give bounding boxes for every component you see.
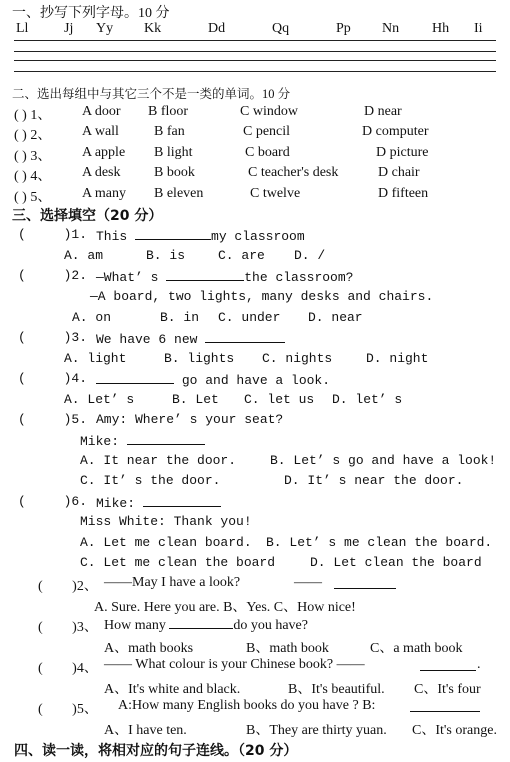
letter-pair: Ii <box>474 21 483 36</box>
option-a: A. Let’ s <box>64 392 135 407</box>
question-post: go and have a look. <box>181 373 331 388</box>
question-pre: This <box>96 229 128 244</box>
option-c: C. nights <box>262 351 333 366</box>
option-b: B eleven <box>154 186 204 201</box>
letter-pair: Pp <box>336 21 351 36</box>
letter-pair: Qq <box>272 21 290 36</box>
answer-blank[interactable] <box>420 658 476 671</box>
option-a: A. on <box>72 310 112 325</box>
question-text: Amy: Where’ s your seat? <box>96 412 284 427</box>
option-b: B. Let’ s go and have a look! <box>270 453 497 468</box>
letter-pair: Jj <box>64 21 74 36</box>
question-text <box>96 494 221 511</box>
option-a: A apple <box>82 145 126 160</box>
writing-line <box>14 51 496 52</box>
option-d: D. night <box>366 351 429 366</box>
section4-title: 四、读一读，将相对应的句子连线。（20 分） <box>14 743 298 759</box>
question-post: the classroom? <box>244 270 354 285</box>
option-c: C twelve <box>250 186 301 201</box>
answer-blank[interactable] <box>143 494 221 507</box>
option-b: B fan <box>154 124 185 139</box>
writing-line <box>14 40 496 41</box>
option-a: A door <box>82 104 121 119</box>
option-b: B. Let’ s me clean the board. <box>266 535 493 550</box>
options-line: A. Sure. Here you are. B、Yes. C、How nice! <box>94 600 356 615</box>
question-number: ( )4、 <box>38 661 98 676</box>
option-a: A、math books <box>104 641 194 656</box>
option-c: C、It's four <box>414 682 481 697</box>
letter-pair: Kk <box>144 21 162 36</box>
question-number: ( )6. <box>18 494 88 509</box>
letter-pair: Ll <box>16 21 29 36</box>
letter-pair: Nn <box>382 21 400 36</box>
answer-blank[interactable] <box>205 330 285 343</box>
option-c: C. under <box>218 310 281 325</box>
answer-blank[interactable] <box>334 576 396 589</box>
question-text <box>96 268 353 285</box>
question-number: ( ) 4、 <box>14 169 52 184</box>
option-c: C. let us <box>244 392 315 407</box>
option-d: D fifteen <box>378 186 429 201</box>
dialogue-line <box>80 432 205 449</box>
letter-pair: Yy <box>96 21 114 36</box>
question-text <box>96 330 285 347</box>
question-number: ( )5. <box>18 412 88 427</box>
question-pre: We have 6 new <box>96 332 198 347</box>
option-a: A、It's white and black. <box>104 682 241 697</box>
question-number: ( )3. <box>18 330 88 345</box>
option-d: D near <box>364 104 402 119</box>
option-d: D. near <box>308 310 363 325</box>
option-a: A、I have ten. <box>104 723 187 738</box>
question-number: ( ) 3、 <box>14 149 52 164</box>
option-a: A desk <box>82 165 121 180</box>
option-a: A. It near the door. <box>80 453 237 468</box>
writing-line <box>14 60 496 61</box>
option-a: A. am <box>64 248 104 263</box>
question-number: ( ) 5、 <box>14 190 52 205</box>
answer-blank[interactable] <box>410 699 480 712</box>
option-b: B、math book <box>246 641 329 656</box>
question-text <box>104 616 308 634</box>
answer-blank[interactable] <box>96 371 174 384</box>
section3-title: 三、选择填空（20 分） <box>12 208 163 224</box>
option-a: A. light <box>64 351 127 366</box>
section2-title: 二、选出每组中与其它三个不是一类的单词。10 分 <box>12 87 291 101</box>
question-pre: —What’ s <box>96 270 159 285</box>
option-c: C. are <box>218 248 265 263</box>
dialogue-line: Miss White: Thank you! <box>80 514 252 529</box>
question-number: ( )1. <box>18 227 88 242</box>
question-text <box>96 227 305 244</box>
option-d: D picture <box>376 145 429 160</box>
question-number: ( ) 2、 <box>14 128 52 143</box>
question-text <box>96 371 330 388</box>
option-d: D computer <box>362 124 429 139</box>
question-number: ( ) 1、 <box>14 108 52 123</box>
option-c: C. It’ s the door. <box>80 473 221 488</box>
question-text: ——May I have a look? <box>104 575 241 590</box>
option-d: D. Let clean the board <box>310 555 482 570</box>
option-b: B. lights <box>164 351 235 366</box>
question-number: ( )5、 <box>38 702 98 717</box>
option-d: D. It’ s near the door. <box>284 473 464 488</box>
question-end: . <box>477 657 481 672</box>
speaker-label: Mike: <box>96 496 136 511</box>
option-a: A wall <box>82 124 119 139</box>
option-b: B. Let <box>172 392 219 407</box>
option-b: B floor <box>148 104 189 119</box>
answer-blank[interactable] <box>135 227 211 240</box>
option-c: C pencil <box>243 124 291 139</box>
option-c: C、It's orange. <box>412 723 497 738</box>
writing-line <box>14 71 496 72</box>
question-text: —— What colour is your Chinese book? —— <box>104 657 365 672</box>
option-b: B. is <box>146 248 186 263</box>
option-b: B、They are thirty yuan. <box>246 723 387 738</box>
answer-dash: —— <box>294 575 322 590</box>
option-d: D. let’ s <box>332 392 403 407</box>
option-b: B. in <box>160 310 200 325</box>
option-c: C. Let me clean the board <box>80 555 276 570</box>
letter-pair: Hh <box>432 21 450 36</box>
option-c: C、a math book <box>370 641 463 656</box>
question-number: ( )3、 <box>38 620 98 635</box>
question-pre: How many <box>104 618 166 633</box>
option-b: B book <box>154 165 195 180</box>
option-d: D chair <box>378 165 420 180</box>
question-post: my classroom <box>211 229 305 244</box>
section1-title: 一、抄写下列字母。10 分 <box>12 6 170 21</box>
question-post: do you have? <box>233 618 308 633</box>
question-number: ( )2、 <box>38 579 98 594</box>
option-c: C teacher's desk <box>248 165 339 180</box>
option-a: A many <box>82 186 126 201</box>
speaker-label: Mike: <box>80 434 120 449</box>
answer-blank[interactable] <box>166 268 244 281</box>
question-number: ( )2. <box>18 268 88 283</box>
question-text: A:How many English books do you have ? B: <box>118 698 376 713</box>
option-c: C board <box>245 145 290 160</box>
letter-pair: Dd <box>208 21 226 36</box>
dialogue-line: —A board, two lights, many desks and chairs. <box>90 289 434 304</box>
option-b: B、It's beautiful. <box>288 682 385 697</box>
question-number: ( )4. <box>18 371 88 386</box>
answer-blank[interactable] <box>169 616 233 629</box>
option-d: D. / <box>294 248 326 263</box>
option-b: B light <box>154 145 193 160</box>
option-a: A. Let me clean board. <box>80 535 252 550</box>
option-c: C window <box>240 104 298 119</box>
answer-blank[interactable] <box>127 432 205 445</box>
